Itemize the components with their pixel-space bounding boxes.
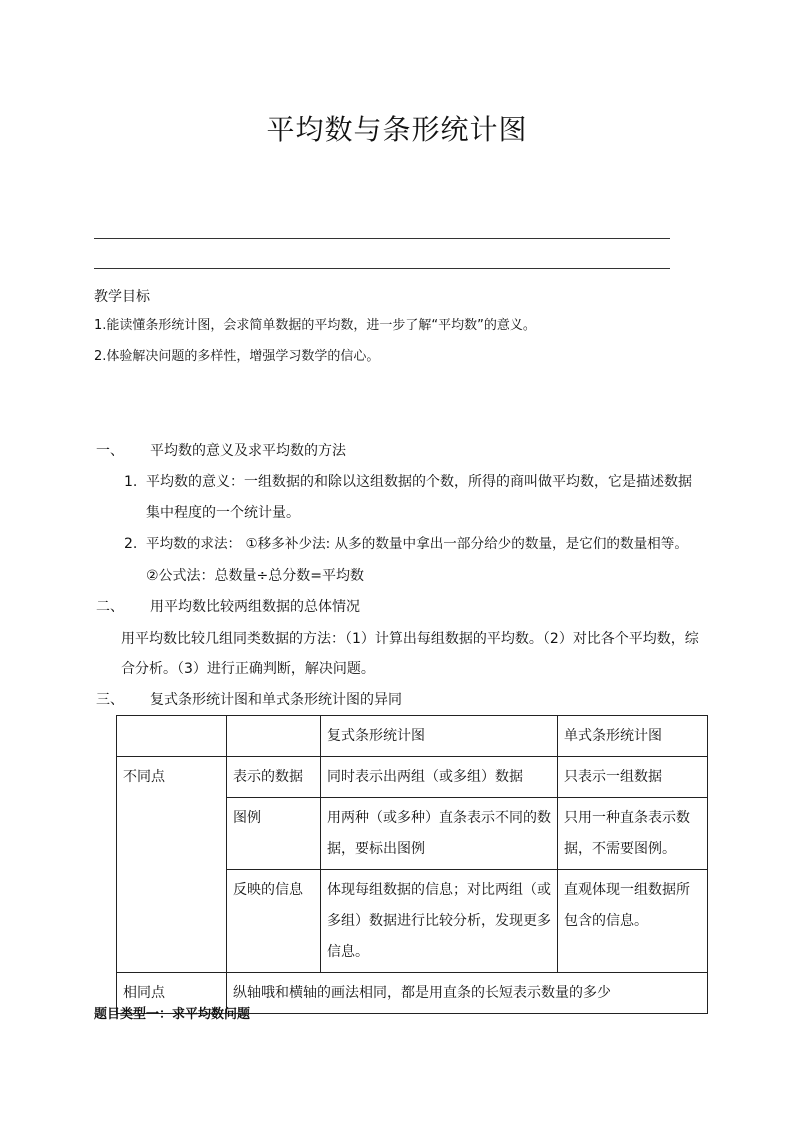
section-1-item-2-text: 平均数的求法： ①移多补少法: 从多的数量中拿出一部分给少的数量，是它们的数量相等。 (146, 536, 688, 552)
single-cell: 直观体现一组数据所包含的信息。 (558, 870, 708, 973)
divider-line-1 (94, 238, 670, 239)
diff-label-cell-span (117, 870, 227, 973)
section-2-body-cont: 合分析。（3）进行正确判断，解决问题。 (121, 661, 375, 677)
table-header-cell: 复式条形统计图 (321, 716, 558, 757)
aspect-cell: 反映的信息 (227, 870, 321, 973)
table-row (117, 798, 708, 870)
section-1-number: 一、 (96, 443, 124, 459)
section-1-item-1-text: 平均数的意义：一组数据的和除以这组数据的个数，所得的商叫做平均数，它是描述数据 (146, 474, 692, 490)
objectives-heading: 教学目标 (94, 289, 150, 305)
section-2-body: 用平均数比较几组同类数据的方法：（1）计算出每组数据的平均数。（2）对比各个平均数，综 (121, 631, 699, 647)
section-1-item-2-text-cont: ②公式法：总数量÷总分数=平均数 (146, 568, 365, 584)
objective-item-2: 2.体验解决问题的多样性，增强学习数学的信心。 (94, 349, 380, 364)
single-cell: 只表示一组数据 (558, 757, 708, 798)
section-2-title: 用平均数比较两组数据的总体情况 (150, 599, 360, 615)
single-cell: 只用一种直条表示数据，不需要图例。 (558, 798, 708, 870)
section-3-title: 复式条形统计图和单式条形统计图的异同 (150, 692, 402, 708)
divider-line-2 (94, 268, 670, 269)
section-3-number: 三、 (96, 692, 124, 708)
table-header-row (117, 716, 708, 757)
compound-cell: 同时表示出两组（或多组）数据 (321, 757, 558, 798)
section-1-title: 平均数的意义及求平均数的方法 (150, 443, 346, 459)
compound-cell: 体现每组数据的信息；对比两组（或多组）数据进行比较分析，发现更多信息。 (321, 870, 558, 973)
comparison-table (116, 715, 708, 1014)
section-1-item-1-text-cont: 集中程度的一个统计量。 (146, 505, 300, 521)
diff-label-cell: 不同点 (117, 757, 227, 798)
page-title: 平均数与条形统计图 (266, 113, 528, 146)
table-header-cell: 单式条形统计图 (558, 716, 708, 757)
aspect-cell: 图例 (227, 798, 321, 870)
question-type-heading: 题目类型一：求平均数问题 (94, 1007, 251, 1022)
table-header-cell (227, 716, 321, 757)
section-2-number: 二、 (96, 599, 124, 615)
section-1-item-1-number: 1. (124, 474, 138, 490)
table-row (117, 870, 708, 973)
diff-label-cell-span (117, 798, 227, 870)
same-text-cell: 纵轴哦和横轴的画法相同，都是用直条的长短表示数量的多少 (227, 973, 708, 1014)
section-1-item-2-number: 2. (124, 536, 138, 552)
objective-item-1: 1.能读懂条形统计图，会求简单数据的平均数，进一步了解“平均数”的意义。 (94, 318, 536, 333)
aspect-cell: 表示的数据 (227, 757, 321, 798)
table-row (117, 757, 708, 798)
table-header-cell (117, 716, 227, 757)
compound-cell: 用两种（或多种）直条表示不同的数据，要标出图例 (321, 798, 558, 870)
same-label-cell: 相同点 (117, 973, 227, 1014)
